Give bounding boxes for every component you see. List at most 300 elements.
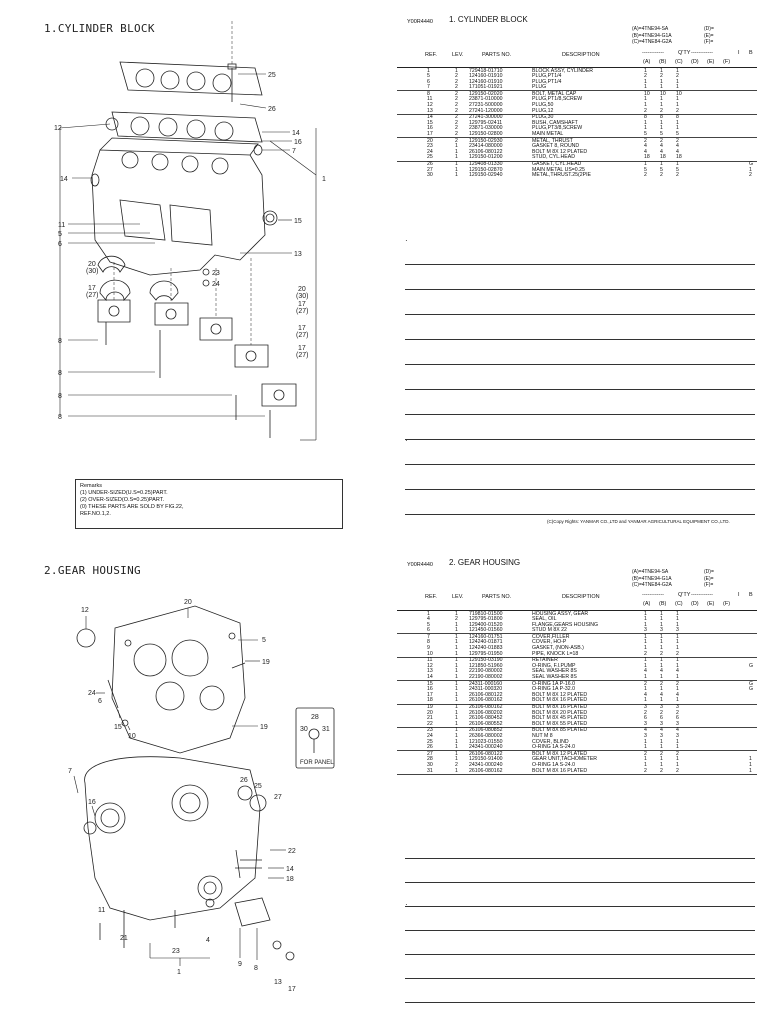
callout-label: 24 (88, 690, 96, 697)
qty-c-cell: 1 (676, 761, 679, 768)
blank-row-line (405, 954, 755, 955)
lev-cell: 2 (455, 102, 458, 109)
qty-c-cell: 1 (676, 738, 679, 745)
header-b: B (749, 592, 753, 598)
callout-label: 12 (54, 125, 62, 132)
part-number-cell: 124240-01883 (469, 645, 503, 652)
qty-a-cell: 10 (644, 90, 650, 97)
callout-label: 13 (294, 251, 302, 258)
header-lev: LEV. (452, 52, 464, 58)
header-col: (C) (675, 59, 683, 65)
blank-row-line (405, 439, 755, 440)
parts-table (397, 610, 757, 775)
ref-cell: 26 (427, 744, 433, 751)
part-number-cell: 26106-080162 (469, 704, 503, 710)
margin-mark: · (405, 360, 408, 369)
header-b: B (749, 50, 753, 56)
qty-c-cell: 2 (676, 172, 679, 179)
ref-cell: 12 (427, 102, 433, 109)
cylinder-block-diagram (0, 0, 390, 517)
description-cell: BOLT, METAL CAP (532, 90, 577, 97)
qty-a-cell: 1 (644, 161, 647, 167)
part-number-cell: 129150-02870 (469, 166, 503, 173)
qty-a-cell: 2 (644, 767, 647, 774)
description-cell: PLUG,PT1/4 (532, 73, 562, 80)
qty-c-cell: 2 (676, 137, 679, 144)
description-cell: PLUG,PT3/8,SCREW (532, 125, 583, 132)
header-col: (B) (659, 601, 667, 607)
part-number-cell: 129150-91400 (469, 756, 503, 763)
header-col: (D) (691, 59, 699, 65)
copyright: (C)Copy Rights: YANMAR CO.,LTD and YANMAR AGRICULTURAL EQUIPMENT CO.,LTD. (547, 519, 730, 524)
description-cell: PLUG,PT1/4 (532, 78, 562, 85)
qty-c-cell: 1 (676, 697, 679, 704)
callout-label: 7 (292, 148, 296, 155)
blank-row-line (405, 858, 755, 859)
qty-a-cell: 2 (644, 680, 647, 687)
description-cell: BOLT M 8X 85 PLATED (532, 727, 588, 734)
header-parts-no: PARTS NO. (482, 594, 512, 600)
model-label: (A)=4TNE94-SA (632, 569, 669, 575)
description-cell: GEAR UNIT,TACHOMETER (532, 756, 598, 763)
qty-c-cell: 2 (676, 73, 679, 80)
description-cell: GASKET, (NON-ASB.) (532, 645, 584, 652)
ref-cell: 4 (427, 616, 430, 623)
lev-cell: 1 (455, 756, 458, 763)
model-label: (D)= (704, 26, 714, 32)
lev-cell: 2 (455, 107, 458, 114)
qty-b-cell: 1 (660, 686, 663, 693)
callout-label: (27) (296, 308, 309, 315)
lev-cell: 1 (455, 662, 458, 669)
qty-b-cell: 1 (660, 96, 663, 103)
header-description: DESCRIPTION (562, 594, 600, 600)
callout-label: 13 (274, 979, 282, 986)
description-cell: BOLT M 8X 16 PLATED (532, 767, 588, 774)
qty-a-cell: 2 (644, 73, 647, 80)
table-row (397, 628, 757, 635)
description-cell: COVER, HO-P (532, 639, 567, 646)
ref-cell: 1 (427, 610, 430, 617)
qty-c-cell: 2 (676, 750, 679, 757)
qty-c-cell: 4 (676, 727, 679, 734)
description-cell: SEAL, OIL (532, 616, 557, 623)
b-cell: G (749, 662, 754, 669)
qty-b-cell: 2 (660, 137, 663, 144)
ref-cell: 8 (427, 639, 430, 646)
remarks-line: Remarks (80, 483, 103, 489)
qty-c-cell: 1 (676, 686, 679, 693)
qty-b-cell: 5 (660, 166, 663, 173)
description-cell: NUT M 8 (532, 732, 553, 739)
qty-c-cell: 1 (676, 662, 679, 669)
description-cell: COVER,FILLER (532, 633, 570, 640)
blank-row-line (405, 389, 755, 390)
lev-cell: 2 (455, 78, 458, 85)
part-number-cell: 719810-01500 (469, 610, 503, 617)
blank-row-line (405, 1002, 755, 1003)
blank-row-line (405, 339, 755, 340)
part-number-cell: 24311-000160 (469, 680, 503, 687)
callout-label: 19 (262, 659, 270, 666)
qty-b-cell: 1 (660, 657, 663, 664)
ref-cell: 12 (427, 662, 433, 669)
part-number-cell: 26106-080122 (469, 691, 503, 698)
ref-cell: 16 (427, 125, 433, 132)
qty-b-cell: 1 (660, 161, 663, 167)
qty-b-cell: 3 (660, 732, 663, 739)
callout-label: 15 (114, 724, 122, 731)
ref-cell: 24 (427, 732, 433, 739)
qty-a-cell: 1 (644, 610, 647, 617)
qty-b-cell: 1 (660, 697, 663, 704)
qty-b-cell: 1 (660, 761, 663, 768)
qty-c-cell: 3 (676, 720, 679, 727)
header-qty: Q'TY (678, 50, 691, 56)
parts-table (397, 67, 757, 178)
qty-c-cell: 2 (676, 709, 679, 716)
callout-label: 17 (298, 325, 306, 332)
remarks-line: (1) UNDER-SIZED(U.S=0.25)PART. (80, 490, 168, 496)
qty-b-cell: 1 (660, 639, 663, 646)
part-number-cell: 129150-02020 (469, 90, 503, 97)
qty-a-cell: 1 (644, 674, 647, 681)
description-cell: BLOCK ASSY, CYLINDER (532, 67, 594, 74)
part-number-cell: 121023-01550 (469, 738, 503, 745)
qty-b-cell: 4 (660, 668, 663, 675)
qty-a-cell: 1 (644, 633, 647, 640)
header-col: (B) (659, 59, 667, 65)
description-cell: PLUG,50 (532, 102, 554, 109)
part-number-cell: 26106-080552 (469, 720, 503, 727)
description-cell: HOUSING ASSY, GEAR (532, 610, 589, 617)
lev-cell: 2 (455, 125, 458, 132)
blank-row-line (405, 289, 755, 290)
callout-label: 15 (294, 218, 302, 225)
ref-cell: 6 (427, 627, 430, 634)
callout-label: 9 (238, 961, 242, 968)
callout-label: 11 (98, 907, 106, 914)
description-cell: GASKET, CYL.HEAD (532, 161, 582, 167)
description-cell: O-RING, F.I.PUMP (532, 662, 576, 669)
part-number-cell: 26106-080162 (469, 767, 503, 774)
table-row (397, 173, 757, 179)
description-cell: O-RING 1A P-32.0 (532, 686, 575, 693)
qty-b-cell: 1 (660, 84, 663, 91)
part-number-cell: 129150-01200 (469, 154, 503, 161)
qty-b-cell: 1 (660, 102, 663, 109)
part-number-cell: 129150-02800 (469, 131, 503, 138)
description-cell: STUD, CYL.HEAD (532, 154, 575, 161)
qty-b-cell: 2 (660, 750, 663, 757)
lev-cell: 1 (455, 143, 458, 150)
qty-b-cell: 1 (660, 67, 663, 74)
blank-row-line (405, 464, 755, 465)
ref-cell: 27 (427, 750, 433, 757)
ref-cell: 19 (427, 704, 433, 710)
description-cell: BOLT M 8X 16 PLATED (532, 697, 588, 704)
callout-label: 8 (58, 338, 62, 345)
table-row (397, 675, 757, 682)
qty-b-cell: 2 (660, 680, 663, 687)
ref-cell: 21 (427, 715, 433, 722)
description-cell: BOLT M 8X 12 PLATED (532, 750, 588, 757)
lev-cell: 2 (455, 114, 458, 121)
ref-cell: 9 (427, 645, 430, 652)
lev-cell: 1 (455, 691, 458, 698)
qty-b-cell: 1 (660, 119, 663, 126)
model-label: (E)= (704, 575, 714, 582)
callout-label: 25 (254, 783, 262, 790)
qty-b-cell: 2 (660, 172, 663, 179)
qty-c-cell: 3 (676, 704, 679, 710)
qty-a-cell: 2 (644, 750, 647, 757)
ref-cell: 17 (427, 691, 433, 698)
lev-cell: 1 (455, 172, 458, 179)
table-row (397, 108, 757, 115)
description-cell: COVER, BLIND (532, 738, 569, 745)
part-number-cell: 27241-300000 (469, 114, 503, 121)
callout-label: (30) (296, 293, 309, 300)
part-number-cell: 129150-03190 (469, 657, 503, 664)
ref-cell: 15 (427, 680, 433, 687)
callout-label: (27) (296, 352, 309, 359)
callout-label: 17 (298, 345, 306, 352)
header-col: (D) (691, 601, 699, 607)
part-number-cell: 129795-01950 (469, 650, 503, 657)
qty-b-cell: 4 (660, 143, 663, 150)
callout-label: 1 (177, 969, 181, 976)
ref-cell: 16 (427, 686, 433, 693)
callout-label: 6 (98, 698, 102, 705)
qty-b-cell: 4 (660, 148, 663, 155)
callout-label: 16 (294, 139, 302, 146)
qty-c-cell: 6 (676, 715, 679, 722)
ref-cell: 23 (427, 727, 433, 734)
part-number-cell: 23871-010000 (469, 96, 503, 103)
qty-c-cell: 3 (676, 732, 679, 739)
lev-cell: 1 (455, 633, 458, 640)
b-cell: 1 (749, 756, 752, 763)
qty-b-cell: 1 (660, 78, 663, 85)
callout-label: 8 (58, 370, 62, 377)
description-cell: METAL,THRUST.25(2PIE (532, 172, 591, 179)
ref-cell: 30 (427, 172, 433, 179)
part-number-cell: 729418-01710 (469, 67, 503, 74)
ref-cell: 20 (427, 137, 433, 144)
description-cell: METAL, THRUST (532, 137, 573, 144)
callout-label: 12 (81, 607, 89, 614)
part-number-cell: 27241-120000 (469, 107, 503, 114)
qty-a-cell: 1 (644, 102, 647, 109)
remarks-line: (2) OVER-SIZED(O.S=0.25)PART. (80, 497, 164, 503)
header-qty-dash: ------------ (691, 50, 713, 56)
qty-a-cell: 4 (644, 148, 647, 155)
part-number-cell: 26366-080002 (469, 732, 503, 739)
qty-c-cell: 4 (676, 691, 679, 698)
callout-label: 17 (288, 986, 296, 993)
qty-a-cell: 3 (644, 720, 647, 727)
ref-cell: 27 (427, 166, 433, 173)
ref-cell: 17 (427, 131, 433, 138)
remarks-line: REF.NO.1,2. (80, 511, 111, 517)
ref-cell: 23 (427, 143, 433, 150)
lev-cell: 1 (455, 610, 458, 617)
callout-label: 4 (206, 937, 210, 944)
qty-b-cell: 1 (660, 662, 663, 669)
qty-a-cell: 1 (644, 645, 647, 652)
description-cell: FLANGE,GEARS HOUSING (532, 621, 599, 628)
qty-a-cell: 1 (644, 639, 647, 646)
qty-b-cell: 6 (660, 715, 663, 722)
gear-housing-drawing (0, 548, 390, 1024)
model-label: (C)=4TNE84-G2A (632, 39, 672, 45)
callout-label: 5 (58, 231, 62, 238)
qty-a-cell: 4 (644, 143, 647, 150)
ref-cell: 1 (427, 67, 430, 74)
diagram-title: 2.GEAR HOUSING (44, 564, 141, 577)
ref-cell: 30 (427, 761, 433, 768)
qty-a-cell: 6 (644, 715, 647, 722)
qty-c-cell: 1 (676, 616, 679, 623)
remarks-line: (0) THESE PARTS ARE SOLD BY FIG.22, (80, 504, 184, 510)
margin-mark: · (405, 236, 408, 245)
model-label: (E)= (704, 32, 714, 39)
qty-a-cell: 1 (644, 662, 647, 669)
ref-cell: 5 (427, 621, 430, 628)
callout-label: 10 (128, 733, 136, 740)
qty-b-cell: 1 (660, 621, 663, 628)
qty-a-cell: 3 (644, 732, 647, 739)
callout-label: 28 (311, 714, 319, 721)
header-description: DESCRIPTION (562, 52, 600, 58)
qty-b-cell: 4 (660, 727, 663, 734)
qty-c-cell: 1 (676, 610, 679, 617)
callout-label: 23 (212, 270, 220, 277)
callout-label: 8 (58, 414, 62, 421)
lev-cell: 1 (455, 650, 458, 657)
part-number-cell: 124240-01871 (469, 639, 503, 646)
model-label: (C)=4TNE84-G2A (632, 582, 672, 588)
qty-a-cell: 4 (644, 727, 647, 734)
description-cell: SEAL WASHER 8S (532, 668, 577, 675)
qty-b-cell: 3 (660, 720, 663, 727)
part-number-cell: 26106-080122 (469, 750, 503, 757)
qty-c-cell: 1 (676, 125, 679, 132)
qty-a-cell: 1 (644, 67, 647, 74)
qty-c-cell: 1 (676, 645, 679, 652)
lev-cell: 1 (455, 697, 458, 704)
part-number-cell: 124160-01751 (469, 633, 503, 640)
ref-cell: 13 (427, 668, 433, 675)
ref-cell: 20 (427, 709, 433, 716)
qty-c-cell: 1 (676, 84, 679, 91)
model-label: (D)= (704, 569, 714, 575)
qty-b-cell: 18 (660, 154, 666, 161)
b-cell: 1 (749, 761, 752, 768)
ref-cell: 15 (427, 119, 433, 126)
lev-cell: 1 (455, 639, 458, 646)
ref-cell: 7 (427, 633, 430, 640)
table-row (397, 651, 757, 658)
description-cell: BOLT M 8X 12 PLATED (532, 148, 588, 155)
lev-cell: 1 (455, 627, 458, 634)
qty-c-cell: 18 (676, 154, 682, 161)
parts-list-cylinder-block (397, 0, 757, 530)
ref-cell: 6 (427, 78, 430, 85)
qty-a-cell: 3 (644, 627, 647, 634)
blank-row-line (405, 489, 755, 490)
callout-label: 26 (268, 106, 276, 113)
model-label: (B)=4TNE94-G1A (632, 32, 672, 39)
qty-a-cell: 4 (644, 691, 647, 698)
ref-cell: 25 (427, 738, 433, 745)
header-qty: Q'TY (678, 592, 691, 598)
part-number-cell: 27231-500000 (469, 102, 503, 109)
ref-cell: 13 (427, 107, 433, 114)
qty-a-cell: 2 (644, 107, 647, 114)
lev-cell: 1 (455, 148, 458, 155)
model-label: (A)=4TNE94-SA (632, 26, 669, 32)
description-cell: PLUG,PT1/8,SCREW (532, 96, 583, 103)
qty-a-cell: 2 (644, 650, 647, 657)
qty-c-cell: 4 (676, 143, 679, 150)
callout-label: 17 (88, 285, 96, 292)
lev-cell: 1 (455, 674, 458, 681)
callout-label: 1 (322, 176, 326, 183)
qty-a-cell: 1 (644, 744, 647, 751)
qty-a-cell: 5 (644, 166, 647, 173)
blank-row-line (405, 514, 755, 515)
ref-cell: 5 (427, 73, 430, 80)
part-number-cell: 23414-080000 (469, 143, 503, 150)
lev-cell: 1 (455, 657, 458, 664)
qty-a-cell: 1 (644, 119, 647, 126)
qty-c-cell: 5 (676, 166, 679, 173)
qty-b-cell: 4 (660, 691, 663, 698)
ref-cell: 8 (427, 90, 430, 97)
panel-label: FOR PANEL (300, 760, 334, 766)
header-col: (E) (707, 601, 715, 607)
b-cell: G (749, 161, 754, 167)
ref-cell: 18 (427, 697, 433, 704)
ref-cell: 22 (427, 720, 433, 727)
description-cell: O-RING 1A S-24.0 (532, 761, 575, 768)
qty-a-cell: 2 (644, 137, 647, 144)
table-row (397, 85, 757, 92)
qty-b-cell: 1 (660, 645, 663, 652)
qty-c-cell: 2 (676, 767, 679, 774)
part-number-cell: 22190-080002 (469, 668, 503, 675)
lev-cell: 2 (455, 90, 458, 97)
callout-label: 14 (292, 130, 300, 137)
lev-cell: 1 (455, 738, 458, 745)
callout-label: 16 (88, 799, 96, 806)
ref-cell: 11 (427, 657, 433, 664)
header-col: (A) (643, 601, 651, 607)
lev-cell: 2 (455, 84, 458, 91)
qty-a-cell: 8 (644, 114, 647, 121)
lev-cell: 2 (455, 73, 458, 80)
part-number-cell: 171051-01921 (469, 84, 503, 91)
qty-a-cell: 18 (644, 154, 650, 161)
callout-label: 21 (120, 935, 128, 942)
qty-b-cell: 1 (660, 125, 663, 132)
qty-b-cell: 2 (660, 767, 663, 774)
lev-cell: 1 (455, 720, 458, 727)
ref-cell: 11 (427, 96, 433, 103)
lev-cell: 1 (455, 732, 458, 739)
